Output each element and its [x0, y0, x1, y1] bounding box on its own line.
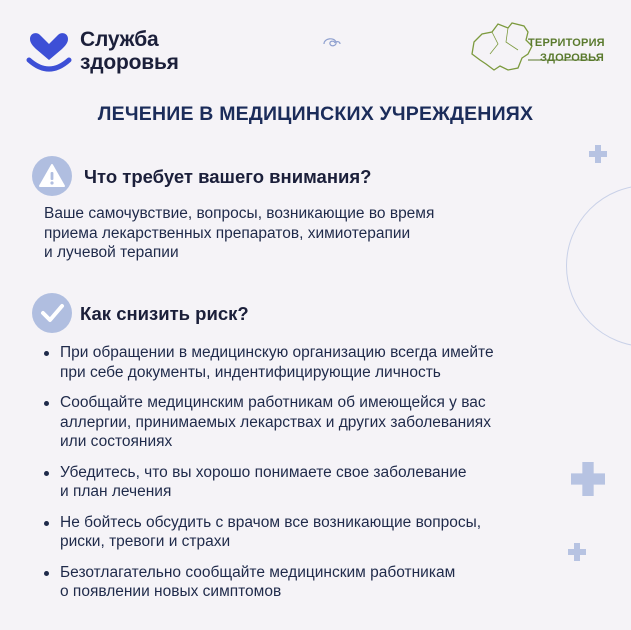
risk-heading: Как снизить риск?: [80, 303, 249, 324]
bullet-icon: [44, 351, 49, 356]
list-item: [42, 393, 622, 452]
list-item: [42, 563, 622, 602]
list-item: [42, 463, 622, 502]
attention-line: приема лекарственных препаратов, химиотерапии: [44, 224, 411, 242]
swirl-decor-icon: [322, 36, 342, 50]
list-item-line: о появлении новых симптомов: [60, 583, 282, 600]
attention-line: Ваше самочувствие, вопросы, возникающие во время: [44, 205, 435, 222]
page-title: ЛЕЧЕНИЕ В МЕДИЦИНСКИХ УЧРЕЖДЕНИЯХ: [97, 103, 534, 125]
brand-logo: [26, 28, 216, 76]
partner-logo: [468, 20, 605, 74]
list-item-line: аллергии, принимаемых лекарствах и других заболеваниях: [60, 413, 491, 431]
check-icon-badge: [32, 293, 72, 333]
partner-line-1: ТЕРРИТОРИЯ: [528, 37, 605, 49]
attention-line: и лучевой терапии: [44, 244, 179, 261]
list-item-line: и план лечения: [60, 483, 172, 500]
attention-text: [44, 204, 434, 263]
brand-line-1: Служба: [80, 28, 159, 51]
partner-name: [528, 36, 605, 66]
decor-circle: [566, 185, 631, 347]
warning-icon: [32, 156, 72, 196]
check-icon: [32, 293, 72, 333]
list-item: [42, 513, 622, 552]
brand-name: [80, 28, 179, 74]
list-item-line: При обращении в медицинскую организацию всегда имейте: [60, 344, 494, 361]
risk-list: [42, 343, 622, 613]
bullet-icon: [44, 401, 49, 406]
brand-line-2: здоровья: [80, 51, 179, 74]
list-item: [42, 343, 622, 382]
bullet-icon: [44, 521, 49, 526]
plus-icon: [589, 145, 607, 163]
list-item-line: Сообщайте медицинским работникам об имеющейся у вас: [60, 394, 486, 411]
heart-smile-icon: [26, 30, 72, 74]
partner-line-2: ЗДОРОВЬЯ: [540, 52, 604, 64]
bullet-icon: [44, 571, 49, 576]
warning-icon-badge: [32, 156, 72, 196]
bullet-icon: [44, 471, 49, 476]
attention-heading: Что требует вашего внимания?: [84, 166, 372, 187]
list-item-line: или состояниях: [60, 433, 173, 450]
list-item-line: риски, тревоги и страхи: [60, 533, 231, 550]
list-item-line: Безотлагательно сообщайте медицинским работникам: [60, 563, 456, 581]
list-item-line: Убедитесь, что вы хорошо понимаете свое заболевание: [60, 463, 467, 481]
list-item-line: при себе документы, индентифицирующие личность: [60, 363, 441, 381]
list-item-line: Не бойтесь обсудить с врачом все возникающие вопросы,: [60, 513, 482, 531]
